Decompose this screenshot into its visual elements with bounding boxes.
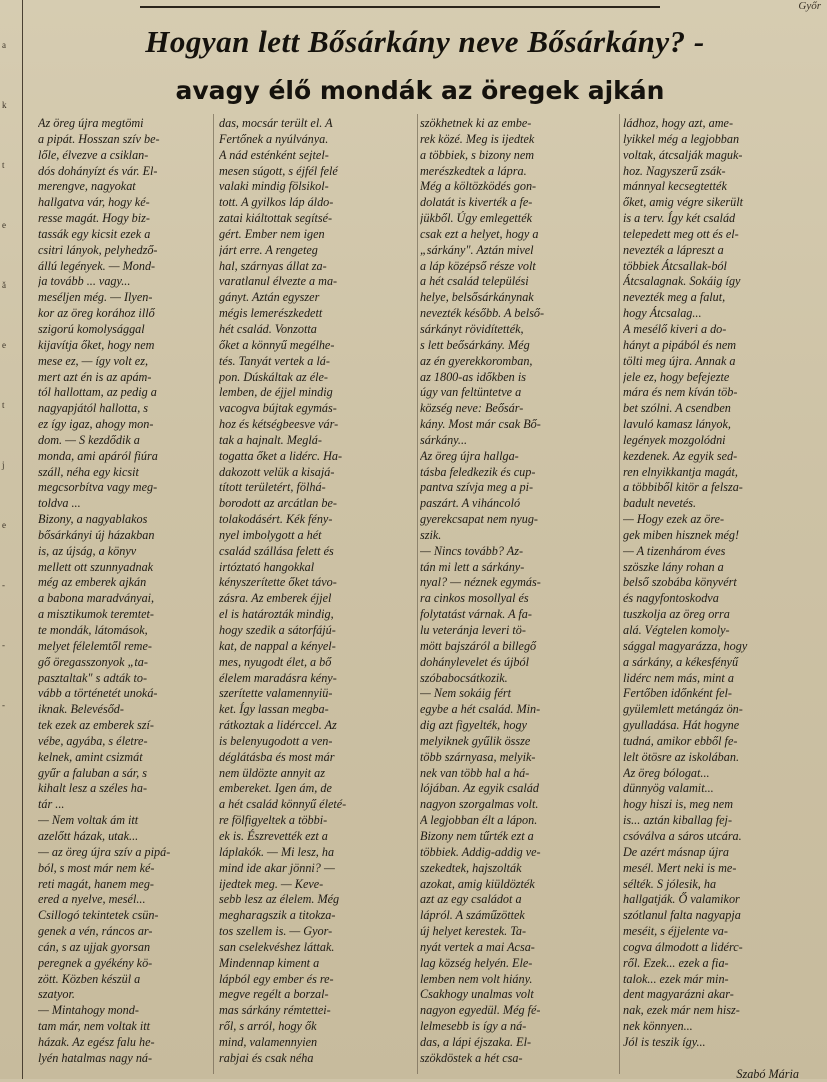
- text-line: megharagszik a titokza-: [219, 908, 336, 923]
- text-line: toldva ...: [38, 496, 81, 511]
- text-line: merészkedtek a lápra.: [420, 163, 527, 178]
- text-line: tolakodásért. Kék fény-: [219, 512, 333, 527]
- text-line: többiek Átcsallak-ból: [623, 258, 727, 273]
- text-line: lyén hatalmas nagy ná-: [38, 1050, 153, 1065]
- text-line: tos szellem is. — Gyor-: [219, 924, 333, 939]
- text-line: hogy szedik a sátorfájú-: [219, 623, 336, 637]
- text-line: alá. Végtelen komoly-: [623, 623, 730, 637]
- text-line: A mesélő kiveri a do-: [623, 321, 727, 336]
- text-line: folytatást várnak. A fa-: [420, 607, 532, 622]
- text-line: melyet félelemtől reme-: [38, 638, 152, 653]
- text-line: a hét család könnyű életé-: [219, 797, 347, 812]
- edge-fragment: -: [2, 580, 5, 590]
- text-line: csóválva a sáros utcára.: [623, 828, 742, 843]
- text-line: szótlanul falta nagyapja: [623, 908, 741, 923]
- text-line: reti magát, hanem meg-: [38, 876, 154, 891]
- text-line: és nagyfontoskodva: [623, 591, 719, 606]
- edge-fragment: ă: [2, 280, 6, 290]
- text-line: kelnek, amint csizmát: [38, 749, 143, 764]
- text-line: mind, valamennyien: [219, 1034, 318, 1049]
- text-line: déglátásba és most már: [219, 749, 335, 764]
- text-line: sággal magyarázza, hogy: [623, 638, 748, 653]
- text-line: gányt. Aztán egyszer: [219, 290, 320, 305]
- text-line: szökhetnek ki az embe-: [420, 116, 532, 130]
- text-line: te mondák, látomások,: [38, 623, 148, 637]
- text-line: Csillogó tekintetek csün-: [38, 908, 159, 923]
- text-line: ről, s arról, hogy ők: [219, 1019, 317, 1034]
- text-line: hogy Átcsalag...: [623, 306, 702, 321]
- text-line: — Hogy ezek az öre-: [623, 512, 725, 527]
- text-line: a többiből kitör a felsza-: [623, 480, 743, 495]
- text-line: hogy hiszi is, meg nem: [623, 797, 734, 812]
- text-line: tassák egy kicsit ezek a: [38, 226, 151, 241]
- text-line: zásra. Az emberek éjjel: [219, 591, 332, 606]
- text-line: sélték. S jólesik, ha: [623, 876, 717, 891]
- text-line: vébe, agyába, s életre-: [38, 733, 148, 748]
- text-line: nagyon szorgalmas volt.: [420, 797, 539, 812]
- edge-fragment: -: [2, 640, 5, 650]
- text-line: azokat, amig kiüldözték: [420, 876, 535, 891]
- column-divider: [213, 114, 214, 1074]
- text-line: dohánylevelet és újból: [420, 654, 529, 669]
- text-line: őket a könnyű megélhe-: [219, 337, 335, 352]
- text-line: gyerekcsapat nem nyug-: [420, 512, 538, 527]
- text-line: csitri lányok, pelyhedző-: [38, 242, 158, 257]
- text-line: tásba feledkezik és cup-: [420, 464, 536, 479]
- text-line: melyiknek gyűlik össze: [420, 733, 531, 748]
- text-line: Az öreg bólogat...: [623, 765, 710, 780]
- text-line: Csakhogy unalmas volt: [420, 987, 534, 1002]
- text-line: lemben nem volt hiány.: [420, 971, 533, 986]
- text-line: kezdenek. Az egyik sed-: [623, 448, 738, 463]
- text-line: lag község helyén. Ele-: [420, 955, 533, 970]
- text-line: ijedtek meg. — Keve-: [219, 876, 324, 891]
- text-line: is a terv. Így két család: [623, 211, 736, 226]
- text-line: tudná, amikor ebből fe-: [623, 733, 738, 748]
- text-line: dós dohányízt és vár. El-: [38, 163, 158, 178]
- text-line: hallgatva vár, hogy ké-: [38, 195, 150, 210]
- text-line: mégis lemerészkedett: [219, 306, 323, 321]
- text-line: resse magát. Hogy biz-: [38, 211, 150, 226]
- text-line: mert azt én is az apám-: [38, 369, 152, 384]
- text-line: szerítette valamennyiü-: [219, 686, 333, 701]
- article-column-1: [38, 116, 208, 1067]
- text-line: s lett beősárkány. Még: [420, 337, 530, 352]
- text-line: voltak, átcsalják maguk-: [623, 147, 743, 162]
- text-line: Bizony, a nagyablakos: [38, 512, 148, 527]
- text-line: kány. Most már csak Bő-: [420, 417, 541, 432]
- text-line: — A tizenhárom éves: [623, 543, 726, 558]
- text-line: dolatát is kiverték a fe-: [420, 195, 533, 210]
- text-line: szatyor.: [38, 987, 75, 1002]
- text-line: merengve, nagyokat: [38, 179, 136, 194]
- text-line: „sárkány". Aztán mivel: [420, 242, 534, 257]
- article-column-3: [420, 116, 618, 1067]
- text-line: — Nincs tovább? Az-: [420, 543, 524, 558]
- text-line: a hét család települési: [420, 274, 529, 289]
- text-line: tott. A gyilkos láp áldo-: [219, 195, 334, 210]
- article-column-2: [219, 116, 417, 1067]
- text-line: dünnyög valamit...: [623, 781, 714, 796]
- text-line: lyikkel még a legjobban: [623, 131, 740, 146]
- text-line: ra cinkos mosollyal és: [420, 591, 529, 606]
- text-line: ek is. Észrevették ezt a: [219, 828, 328, 843]
- text-line: hoz és kétségbeesve vár-: [219, 417, 339, 432]
- text-line: De azért másnap újra: [623, 844, 729, 859]
- text-line: togatta őket a lidérc. Ha-: [219, 448, 343, 463]
- text-line: re fölfigyeltek a többi-: [219, 813, 328, 828]
- text-line: a misztikumok teremtet-: [38, 607, 154, 622]
- column-divider: [619, 114, 620, 1074]
- text-line: nyát vertek a mai Acsa-: [420, 939, 535, 954]
- text-line: — az öreg újra szív a pipá-: [38, 844, 171, 859]
- text-line: lójában. Az egyik család: [420, 781, 539, 796]
- text-line: is... aztán kiballag fej-: [623, 813, 733, 828]
- text-line: cogva álmodott a lidérc-: [623, 939, 743, 954]
- text-line: embereket. Igen ám, de: [219, 781, 332, 796]
- text-line: állú legények. — Mond-: [38, 258, 156, 273]
- text-line: gyulladása. Hát hogyne: [623, 718, 740, 733]
- text-line: nyel imbolygott a hét: [219, 527, 322, 542]
- text-line: megve regélt a borzal-: [219, 987, 329, 1002]
- text-line: gek miben hisznek még!: [623, 527, 740, 542]
- text-line: kihalt lesz a széles ha-: [38, 781, 147, 796]
- text-line: tított területért, fölhá-: [219, 480, 326, 495]
- edge-fragment: e: [2, 340, 6, 350]
- text-line: szöszke lány rohan a: [623, 559, 724, 574]
- text-line: nagyapjától hallotta, s: [38, 401, 149, 416]
- text-line: vacogva bújtak egymás-: [219, 401, 337, 416]
- text-line: Bizony nem tűrték ezt a: [420, 828, 534, 843]
- article-author: Szabó Mária: [736, 1066, 799, 1081]
- text-line: jükből. Úgy emlegették: [420, 211, 533, 226]
- text-line: mas sárkány rémtettei-: [219, 1003, 331, 1018]
- text-line: Átcsalagnak. Sokáig így: [623, 274, 741, 289]
- text-line: el is határozták mindig,: [219, 607, 334, 622]
- text-line: sebb lesz az élelem. Még: [219, 892, 340, 907]
- edge-fragment: t: [2, 400, 5, 410]
- text-line: lőle, élvezve a csiklan-: [38, 147, 149, 162]
- text-line: tés. Tanyát vertek a lá-: [219, 353, 330, 368]
- text-line: a sárkány, a kékesfényű: [623, 654, 739, 669]
- text-line: legények mozgolódni: [623, 432, 726, 447]
- text-line: mánnyal kecsegtették: [623, 179, 727, 194]
- text-line: őket, amig végre sikerült: [623, 195, 744, 210]
- top-rule: [140, 6, 660, 8]
- edge-fragment: e: [2, 220, 6, 230]
- text-line: nevezték meg a falut,: [623, 290, 726, 305]
- text-line: cán, s az ujjak gyorsan: [38, 939, 151, 954]
- text-line: ládhoz, hogy azt, ame-: [623, 116, 734, 130]
- text-line: tuszkolja az öreg orra: [623, 607, 730, 622]
- text-line: tak a hajnalt. Meglá-: [219, 432, 322, 447]
- text-line: ja tovább ... vagy...: [38, 274, 131, 289]
- edge-fragment: k: [2, 100, 7, 110]
- text-line: dakozott velük a kisajá-: [219, 464, 335, 479]
- text-line: ről. Ezek... ezek a fia-: [623, 955, 729, 970]
- text-line: tek ezek az emberek szí-: [38, 718, 154, 733]
- text-line: rátkoztak a lidérccel. Az: [219, 718, 337, 733]
- text-line: tár ...: [38, 797, 65, 812]
- text-line: Mindennap kiment a: [219, 955, 320, 970]
- text-line: hét család. Vonzotta: [219, 321, 317, 336]
- text-line: többiek. Addig-addig ve-: [420, 844, 541, 859]
- text-line: mött bajszáról a billegő: [420, 638, 537, 653]
- text-line: A legjobban élt a lápon.: [420, 813, 538, 828]
- text-line: bősárkányi új házakban: [38, 527, 155, 542]
- text-line: zatai kiáltottak segítsé-: [219, 211, 333, 226]
- text-line: Fertőben időnként fel-: [623, 686, 732, 701]
- text-line: meséljen még. — Ilyen-: [38, 290, 153, 305]
- text-line: azelőtt házak, utak...: [38, 828, 139, 843]
- text-line: szik.: [420, 527, 442, 542]
- text-line: Az öreg újra hallga-: [420, 448, 519, 463]
- text-line: — Mintahogy mond-: [38, 1003, 139, 1018]
- text-line: láplakók. — Mi lesz, ha: [219, 844, 335, 859]
- text-line: is belenyugodott a ven-: [219, 733, 333, 748]
- text-line: — Nem voltak ám itt: [38, 813, 139, 828]
- text-line: dom. — S kezdődik a: [38, 432, 140, 447]
- text-line: helye, belsősárkánynak: [420, 290, 534, 305]
- text-line: hallgatják. Ő valamikor: [623, 892, 740, 907]
- text-line: valaki mindig fölsikol-: [219, 179, 329, 194]
- text-line: talok... ezek már min-: [623, 971, 729, 986]
- text-line: pantva szívja meg a pi-: [420, 480, 534, 495]
- text-line: járt erre. A rengeteg: [219, 242, 318, 257]
- text-line: hányt a pipából és nem: [623, 337, 737, 352]
- text-line: san cselekvéshez láttak.: [219, 939, 335, 954]
- text-line: pasztaltak" s adták to-: [38, 670, 148, 685]
- text-line: ez így igaz, ahogy mon-: [38, 417, 154, 432]
- text-line: genek a vén, ráncos ar-: [38, 924, 153, 939]
- text-line: lemben, de éjjel mindig: [219, 385, 333, 400]
- text-line: nek van több hal a há-: [420, 765, 530, 780]
- text-line: több szárnyasa, melyik-: [420, 749, 536, 764]
- text-line: ered a nyelve, mesél...: [38, 892, 146, 907]
- text-line: A nád esténként sejtel-: [219, 147, 329, 162]
- text-line: csak ezt a helyet, hogy a: [420, 226, 539, 241]
- text-line: kor az öreg korához illő: [38, 306, 155, 321]
- text-line: élelem maradásra kény-: [219, 670, 337, 685]
- text-line: Fertőnek a nyúlványa.: [219, 131, 329, 146]
- text-line: Jól is teszik így...: [623, 1034, 706, 1049]
- text-line: mesen súgott, s éjfél felé: [219, 163, 338, 178]
- text-line: gyűr a faluban a sár, s: [38, 765, 148, 780]
- text-line: a babona maradványai,: [38, 591, 155, 606]
- article-title: Hogyan lett Bősárkány neve Bősárkány? -: [145, 24, 705, 59]
- text-line: nek könnyen...: [623, 1019, 693, 1034]
- text-line: bet szólni. A csendben: [623, 401, 731, 416]
- text-line: tam már, nem voltak itt: [38, 1019, 151, 1034]
- text-line: vább a történetét unoká-: [38, 686, 158, 701]
- text-line: a pipát. Hosszan szív be-: [38, 131, 160, 146]
- text-line: lelt ötösre az iskolában.: [623, 749, 740, 764]
- text-line: das, mocsár terült el. A: [219, 116, 333, 130]
- text-line: dent magyarázni akar-: [623, 987, 734, 1002]
- left-edge-strip: [0, 0, 23, 1079]
- text-line: badult nevetés.: [623, 496, 697, 511]
- text-line: az 1800-as időkben is: [420, 369, 526, 384]
- text-line: monda, ami apáról fiúra: [38, 448, 158, 463]
- text-line: peregnek a gyékény kö-: [38, 955, 153, 970]
- edge-fragment: j: [2, 460, 5, 470]
- text-line: ket. Így lassan megba-: [219, 702, 329, 717]
- column-divider: [417, 114, 418, 1074]
- edge-fragment: a: [2, 40, 6, 50]
- text-line: irtóztató hangokkal: [219, 559, 315, 574]
- text-line: mind ide akar jönni? —: [219, 860, 335, 875]
- text-line: belső szobába könyvért: [623, 575, 737, 590]
- text-line: kényszerítette őket távo-: [219, 575, 337, 590]
- text-line: szekedtek, hajszolták: [420, 860, 522, 875]
- text-line: egybe a hét család. Min-: [420, 702, 541, 717]
- text-line: tölti meg újra. Annak a: [623, 353, 736, 368]
- text-line: száll, néha egy kicsit: [38, 464, 139, 479]
- text-line: rabjai és csak néha: [219, 1050, 314, 1065]
- text-line: tán mi lett a sárkány-: [420, 559, 525, 574]
- text-line: Még a költözködés gon-: [420, 179, 537, 194]
- text-line: sárkány...: [420, 432, 468, 447]
- text-line: nevezték később. A belső-: [420, 306, 545, 321]
- text-line: lidérc nem más, mint a: [623, 670, 734, 685]
- text-line: paszárt. A viháncoló: [420, 496, 521, 511]
- text-line: mesél. Mert neki is me-: [623, 860, 737, 875]
- text-line: zött. Közben készül a: [38, 971, 141, 986]
- text-line: község neve: Beősár-: [420, 401, 524, 416]
- text-line: nem üldözte annyit az: [219, 765, 325, 780]
- text-line: lápról. A száműzöttek: [420, 908, 525, 923]
- text-line: megcsorbítva vagy meg-: [38, 480, 158, 495]
- text-line: telepedett meg ott és el-: [623, 226, 739, 241]
- text-line: — Nem sokáig fért: [420, 686, 512, 701]
- text-line: a láp középső része volt: [420, 258, 536, 273]
- text-line: mellett ott szunnyadnak: [38, 559, 154, 574]
- text-line: gért. Ember nem igen: [219, 226, 325, 241]
- text-line: is, az újság, a könyv: [38, 543, 137, 558]
- text-line: a többiek, s bizony nem: [420, 147, 535, 162]
- text-line: ból, s most már nem ké-: [38, 860, 155, 875]
- text-line: új helyet kerestek. Ta-: [420, 924, 527, 939]
- text-line: tól hallottam, az pedig a: [38, 385, 157, 400]
- edge-fragment: t: [2, 160, 5, 170]
- text-line: varatlanul élvezte a ma-: [219, 274, 338, 289]
- edge-fragment: e: [2, 520, 6, 530]
- text-line: nevezték a lápreszt a: [623, 242, 724, 257]
- text-line: sárkányt rövidítették,: [420, 321, 524, 336]
- text-line: [623, 1051, 821, 1067]
- text-line: hal, szárnyas állat za-: [219, 258, 327, 273]
- text-line: család szállása felett és: [219, 543, 334, 558]
- text-line: meséit, s éjjelente va-: [623, 924, 728, 939]
- text-line: még az emberek ajkán: [38, 575, 147, 590]
- text-line: azt az egy családot a: [420, 892, 522, 907]
- text-line: házak. Az egész falu he-: [38, 1034, 155, 1049]
- text-line: iknak. Belevésőd-: [38, 702, 124, 717]
- text-line: pon. Dúskáltak az éle-: [219, 369, 328, 384]
- text-line: lápból egy ember és re-: [219, 971, 334, 986]
- text-line: jele ez, hogy befejezte: [623, 369, 730, 384]
- text-line: kat, de nappal a kényel-: [219, 638, 336, 653]
- text-line: szóbabocsátkozik.: [420, 670, 508, 685]
- text-line: mes, nyugodt élet, a bő: [219, 654, 332, 669]
- text-line: ren elnyikkantja magát,: [623, 464, 738, 479]
- text-line: dig azt figyelték, hogy: [420, 718, 527, 733]
- text-line: kijavítja őket, hogy nem: [38, 337, 155, 352]
- top-right-fragment: Győr: [798, 0, 821, 12]
- text-line: szigorú komolysággal: [38, 321, 145, 336]
- text-line: nyal? — néznek egymás-: [420, 575, 541, 590]
- edge-fragment: -: [2, 700, 5, 710]
- text-line: mára és nem kíván töb-: [623, 385, 738, 400]
- article-subtitle: avagy élő mondák az öregek ajkán: [175, 76, 665, 105]
- text-line: rek közé. Meg is ijedtek: [420, 131, 535, 146]
- text-line: lavuló kamasz lányok,: [623, 417, 731, 432]
- text-line: mese ez, — így volt ez,: [38, 353, 148, 368]
- text-line: lu veteránja leveri tö-: [420, 623, 526, 637]
- text-line: az én gyerekkoromban,: [420, 353, 533, 368]
- text-line: úgy van feltüntetve a: [420, 385, 522, 400]
- text-line: das, a lápi éjszaka. El-: [420, 1034, 532, 1049]
- text-line: lelmesebb is így a ná-: [420, 1019, 527, 1034]
- text-line: nagyon egyedül. Még fé-: [420, 1003, 541, 1018]
- text-line: gő öregasszonyok „ta-: [38, 654, 148, 669]
- article-column-4: [623, 116, 821, 1082]
- text-line: nak, ezek már nem hisz-: [623, 1003, 740, 1018]
- text-line: borodott az arcátlan be-: [219, 496, 337, 511]
- text-line: hoz. Nagyszerű zsák-: [623, 163, 726, 178]
- text-line: gyülemlett metángáz ön-: [623, 702, 743, 717]
- text-line: Az öreg újra megtömi: [38, 116, 144, 130]
- text-line: szökdöstek a hét csa-: [420, 1050, 523, 1065]
